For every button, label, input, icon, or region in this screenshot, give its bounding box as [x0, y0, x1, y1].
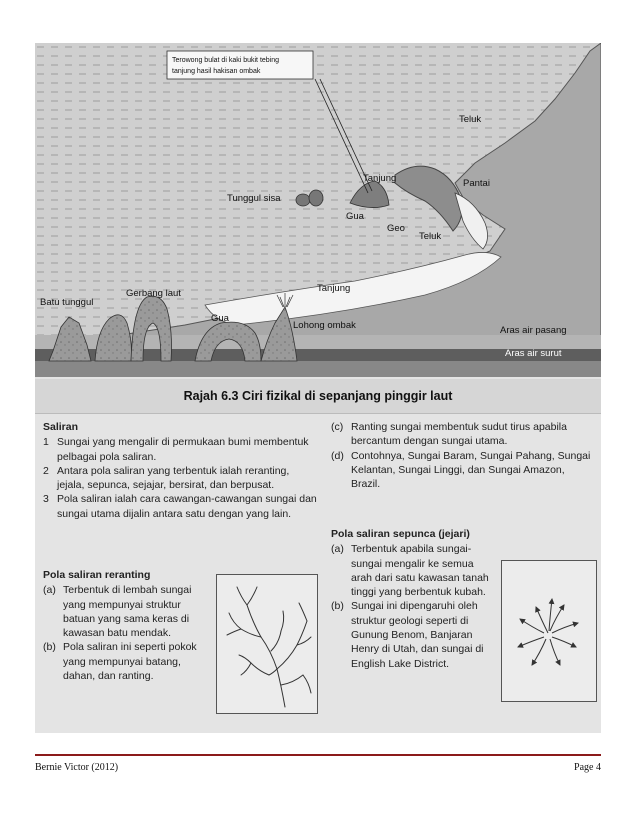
scanned-page [35, 43, 601, 733]
footer-author: Bernie Victor (2012) [35, 762, 119, 773]
label-batu-tunggul: Batu tunggul [40, 297, 94, 308]
saliran-item-1: 1 Sungai yang mengalir di permukaan bumi membentuk pelbagai pola saliran. [43, 436, 309, 463]
stack-small-1 [296, 194, 310, 206]
left-column [43, 420, 318, 521]
figure-caption: Rajah 6.3 Ciri fizikal di sepanjang pinggir laut [35, 379, 601, 414]
label-lohong-ombak: Lohong ombak [293, 320, 356, 331]
label-aras-surut: Aras air surut [505, 348, 562, 359]
sepunca-heading: Pola saliran sepunca (jejari) [331, 528, 470, 540]
right-item-d: (d) Contohnya, Sungai Baram, Sungai Pahang, Sungai Kelantan, Sungai Linggi, dan Sungai Amazon, Brazil. [331, 449, 591, 491]
label-gua-low: Gua [211, 313, 229, 324]
right-column-top [331, 420, 595, 491]
saliran-item-2: 2 Antara pola saliran yang terbentuk ialah reranting, jejala, sepunca, sejajar, bersirat, dan berpusat. [43, 464, 290, 492]
label-geo: Geo [387, 223, 405, 234]
reranting-section [43, 568, 208, 683]
callout-line-2: tanjung hasil hakisan ombak [172, 68, 261, 75]
reranting-heading: Pola saliran reranting [43, 569, 151, 581]
footer-rule [35, 754, 601, 756]
coastal-features-figure [35, 43, 601, 377]
reranting-item-b: (b) Pola saliran ini seperti pokok yang mempunyai batang, dahan, dan ranting. [43, 641, 197, 683]
saliran-heading: Saliran [43, 421, 79, 433]
label-tanjung-top: Tanjung [363, 173, 397, 184]
right-item-c: (c) Ranting sungai membentuk sudut tirus apabila bercantum dengan sungai utama. [331, 421, 567, 448]
callout-line-1: Terowong bulat di kaki bukit tebing [172, 57, 280, 64]
radial-pattern-diagram [501, 560, 597, 702]
sepunca-item-a: (a) Terbentuk apabila sungai-sungai mengalir ke semua arah dari satu kawasan tanah tinggi yang berbentuk kubah. [331, 543, 489, 599]
label-aras-pasang: Aras air pasang [500, 325, 567, 336]
label-teluk-top: Teluk [459, 114, 482, 125]
footer-page-number: Page 4 [574, 762, 601, 773]
seabed [35, 361, 601, 377]
stack-small-2 [309, 190, 323, 206]
dendritic-pattern-diagram [216, 574, 318, 714]
label-teluk-mid: Teluk [419, 231, 442, 242]
saliran-item-3: 3 Pola saliran ialah cara cawangan-cawangan sungai dan sungai utama dijalin antara satu dengan yang lain. [43, 493, 317, 520]
label-gerbang-laut: Gerbang laut [126, 288, 181, 299]
label-gua-top: Gua [346, 211, 364, 222]
label-pantai: Pantai [463, 178, 490, 189]
sepunca-section [331, 527, 496, 671]
label-tunggul-sisa: Tunggul sisa [227, 193, 281, 204]
sepunca-item-b: (b) Sungai ini dipengaruhi oleh struktur geologi seperti di Gunung Benom, Banjaran Henry di Utah, dan sungai di English Lake District. [331, 600, 484, 670]
reranting-item-a: (a) Terbentuk di lembah sungai yang mempunyai struktur batuan yang sama keras di kawasan batu mendak. [43, 584, 192, 640]
label-tanjung-low: Tanjung [317, 283, 351, 294]
